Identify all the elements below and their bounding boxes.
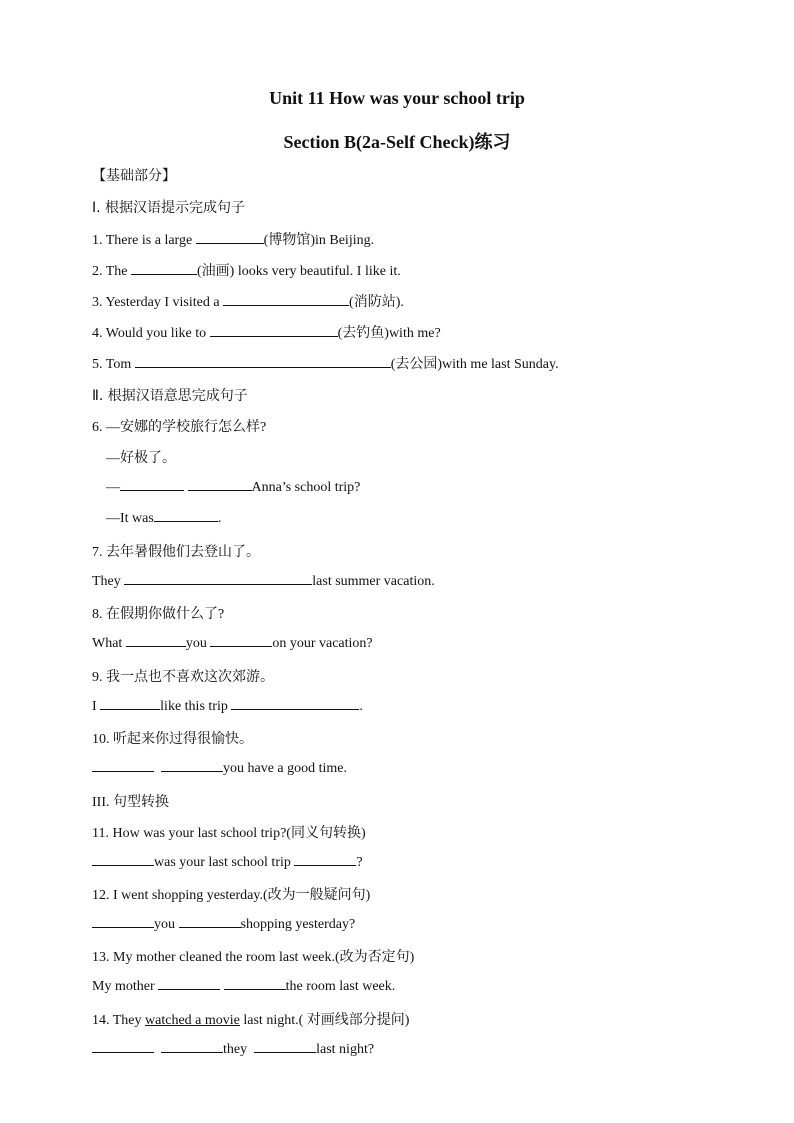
answer-blank[interactable] <box>224 977 286 990</box>
question-9-answer: I like this trip . <box>92 699 363 714</box>
answer-blank[interactable] <box>100 697 160 710</box>
answer-blank[interactable] <box>161 1040 223 1053</box>
answer-blank[interactable] <box>92 759 154 772</box>
question-8-answer: What you on your vacation? <box>92 636 373 651</box>
answer-blank[interactable] <box>196 231 264 244</box>
page-subtitle: Section B(2a-Self Check)练习 <box>283 132 511 152</box>
question-11-answer: was your last school trip ? <box>92 853 363 871</box>
question-5: 5. Tom (去公园)with me last Sunday. <box>92 357 559 372</box>
answer-blank[interactable] <box>231 697 359 710</box>
answer-blank[interactable] <box>294 853 356 866</box>
question-8: 8. 在假期你做什么了? <box>92 607 225 622</box>
underlined-phrase: watched a movie <box>145 1013 240 1028</box>
answer-blank[interactable] <box>92 853 154 866</box>
answer-blank[interactable] <box>179 915 241 928</box>
question-7-answer: They last summer vacation. <box>92 574 435 589</box>
answer-blank[interactable] <box>154 509 218 522</box>
question-13: 13. My mother cleaned the room last week.(改为否定句) <box>92 950 415 965</box>
answer-blank[interactable] <box>135 355 391 368</box>
question-1: 1. There is a large (博物馆)in Beijing. <box>92 233 375 248</box>
basic-section-header: 【基础部分】 <box>92 168 176 184</box>
answer-blank[interactable] <box>131 262 197 275</box>
answer-blank[interactable] <box>120 478 184 491</box>
question-9: 9. 我一点也不喜欢这次郊游。 <box>92 670 274 685</box>
question-10-answer: you have a good time. <box>92 759 347 777</box>
question-2: 2. The (油画) looks very beautiful. I like it. <box>92 264 401 279</box>
answer-blank[interactable] <box>188 478 252 491</box>
answer-blank[interactable] <box>161 759 223 772</box>
answer-blank[interactable] <box>210 634 272 647</box>
question-14-answer: they last night? <box>92 1040 374 1058</box>
question-10: 10. 听起来你过得很愉快。 <box>92 732 253 747</box>
answer-blank[interactable] <box>254 1040 316 1053</box>
answer-blank[interactable] <box>210 324 338 337</box>
answer-blank[interactable] <box>158 977 220 990</box>
question-6-line-2: —It was . <box>106 511 222 526</box>
answer-blank[interactable] <box>223 293 349 306</box>
section-1-heading: Ⅰ. 根据汉语提示完成句子 <box>92 200 246 216</box>
question-11: 11. How was your last school trip?(同义句转换) <box>92 826 366 841</box>
question-14: 14. They watched a movie last night.( 对画线部分提问) <box>92 1013 410 1028</box>
answer-blank[interactable] <box>124 572 312 585</box>
answer-blank[interactable] <box>92 1040 154 1053</box>
question-6-line-1: — Anna’s school trip? <box>106 480 361 495</box>
answer-blank[interactable] <box>126 634 186 647</box>
section-2-heading: Ⅱ. 根据汉语意思完成句子 <box>92 388 248 404</box>
section-3-heading: III. 句型转换 <box>92 795 169 810</box>
question-7: 7. 去年暑假他们去登山了。 <box>92 545 260 560</box>
answer-blank[interactable] <box>92 915 154 928</box>
question-6: 6. —安娜的学校旅行怎么样? <box>92 420 267 435</box>
question-13-answer: My mother the room last week. <box>92 979 396 994</box>
question-6-answer-cn: —好极了。 <box>106 451 176 466</box>
question-3: 3. Yesterday I visited a (消防站). <box>92 295 404 310</box>
question-12: 12. I went shopping yesterday.(改为一般疑问句) <box>92 888 371 903</box>
question-12-answer: you shopping yesterday? <box>92 915 355 933</box>
question-4: 4. Would you like to (去钓鱼)with me? <box>92 326 441 341</box>
page-title: Unit 11 How was your school trip <box>269 88 525 108</box>
